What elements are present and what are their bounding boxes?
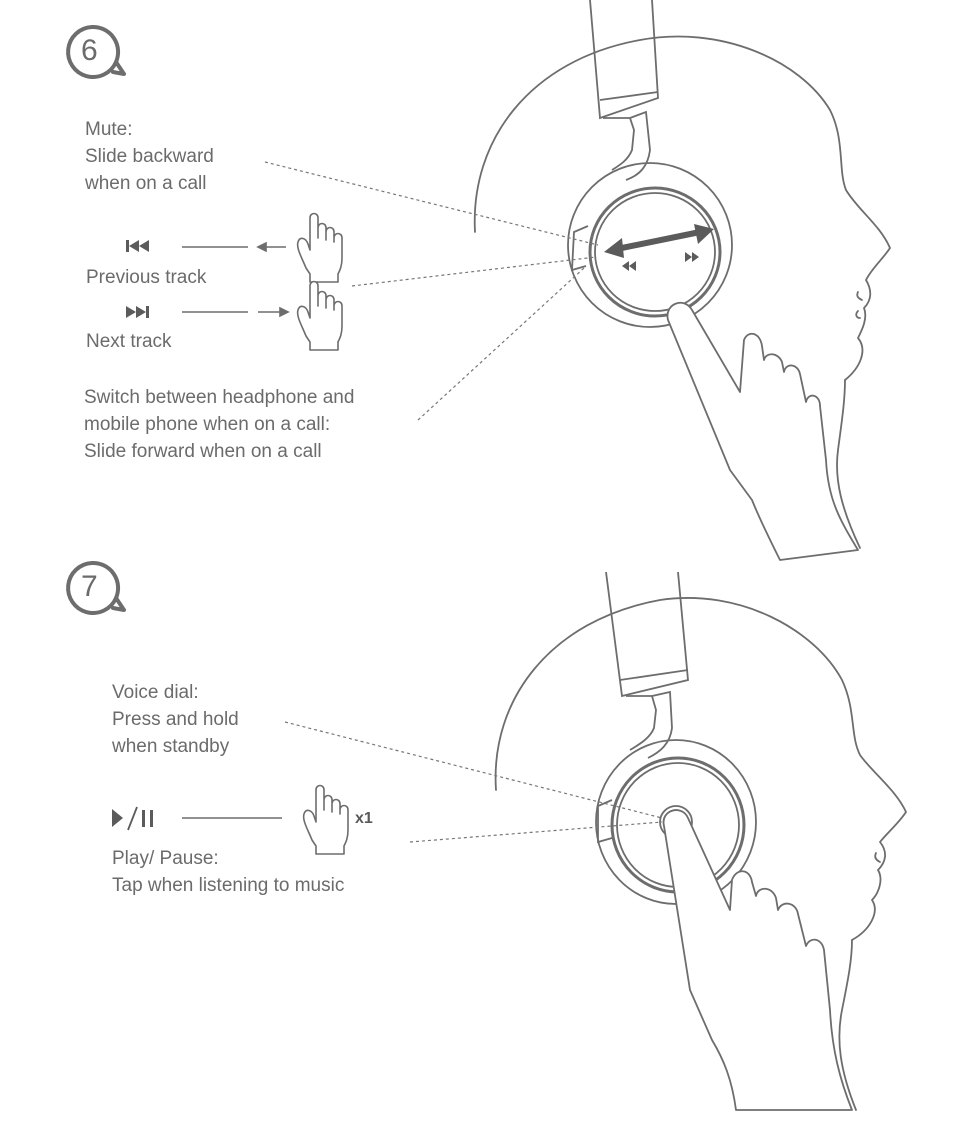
- tap-count-label: x1: [355, 810, 373, 827]
- mute-line-2: Slide backward: [85, 146, 214, 167]
- switch-line-1: Switch between headphone and: [84, 387, 355, 408]
- headphone-6: [568, 0, 732, 327]
- switch-caption: [84, 384, 354, 465]
- next-track-icon: [126, 306, 149, 318]
- voice-dial-caption: [112, 679, 239, 760]
- finger-hand-6: [667, 303, 858, 560]
- next-track-label: Next track: [86, 331, 172, 352]
- switch-line-3: Slide forward when on a call: [84, 441, 322, 462]
- play-line-1: Play/ Pause:: [112, 848, 219, 869]
- slide-arrow: [604, 224, 714, 258]
- play-pause-icon: [112, 807, 153, 830]
- voice-line-3: when standby: [112, 736, 230, 757]
- finger-hand-7: [664, 810, 852, 1110]
- tap-hand-icon-prev: [298, 214, 342, 283]
- mute-line-3: when on a call: [85, 173, 207, 194]
- play-pause-caption: [112, 845, 344, 899]
- voice-line-1: Voice dial:: [112, 682, 199, 703]
- mute-caption: [85, 116, 214, 197]
- previous-track-label: Previous track: [86, 267, 207, 288]
- step-7-number: 7: [81, 570, 98, 603]
- step-6-number: 6: [81, 34, 98, 67]
- cup-track-icons: [622, 252, 699, 271]
- previous-track-icon: [126, 240, 149, 252]
- next-arrow: [182, 308, 288, 316]
- switch-line-2: mobile phone when on a call:: [84, 414, 331, 435]
- tap-hand-icon-play: [304, 786, 348, 855]
- play-line-2: Tap when listening to music: [112, 875, 345, 896]
- mute-line-1: Mute:: [85, 119, 133, 140]
- voice-line-2: Press and hold: [112, 709, 239, 730]
- tap-hand-icon-next: [298, 282, 342, 351]
- previous-arrow: [182, 243, 286, 251]
